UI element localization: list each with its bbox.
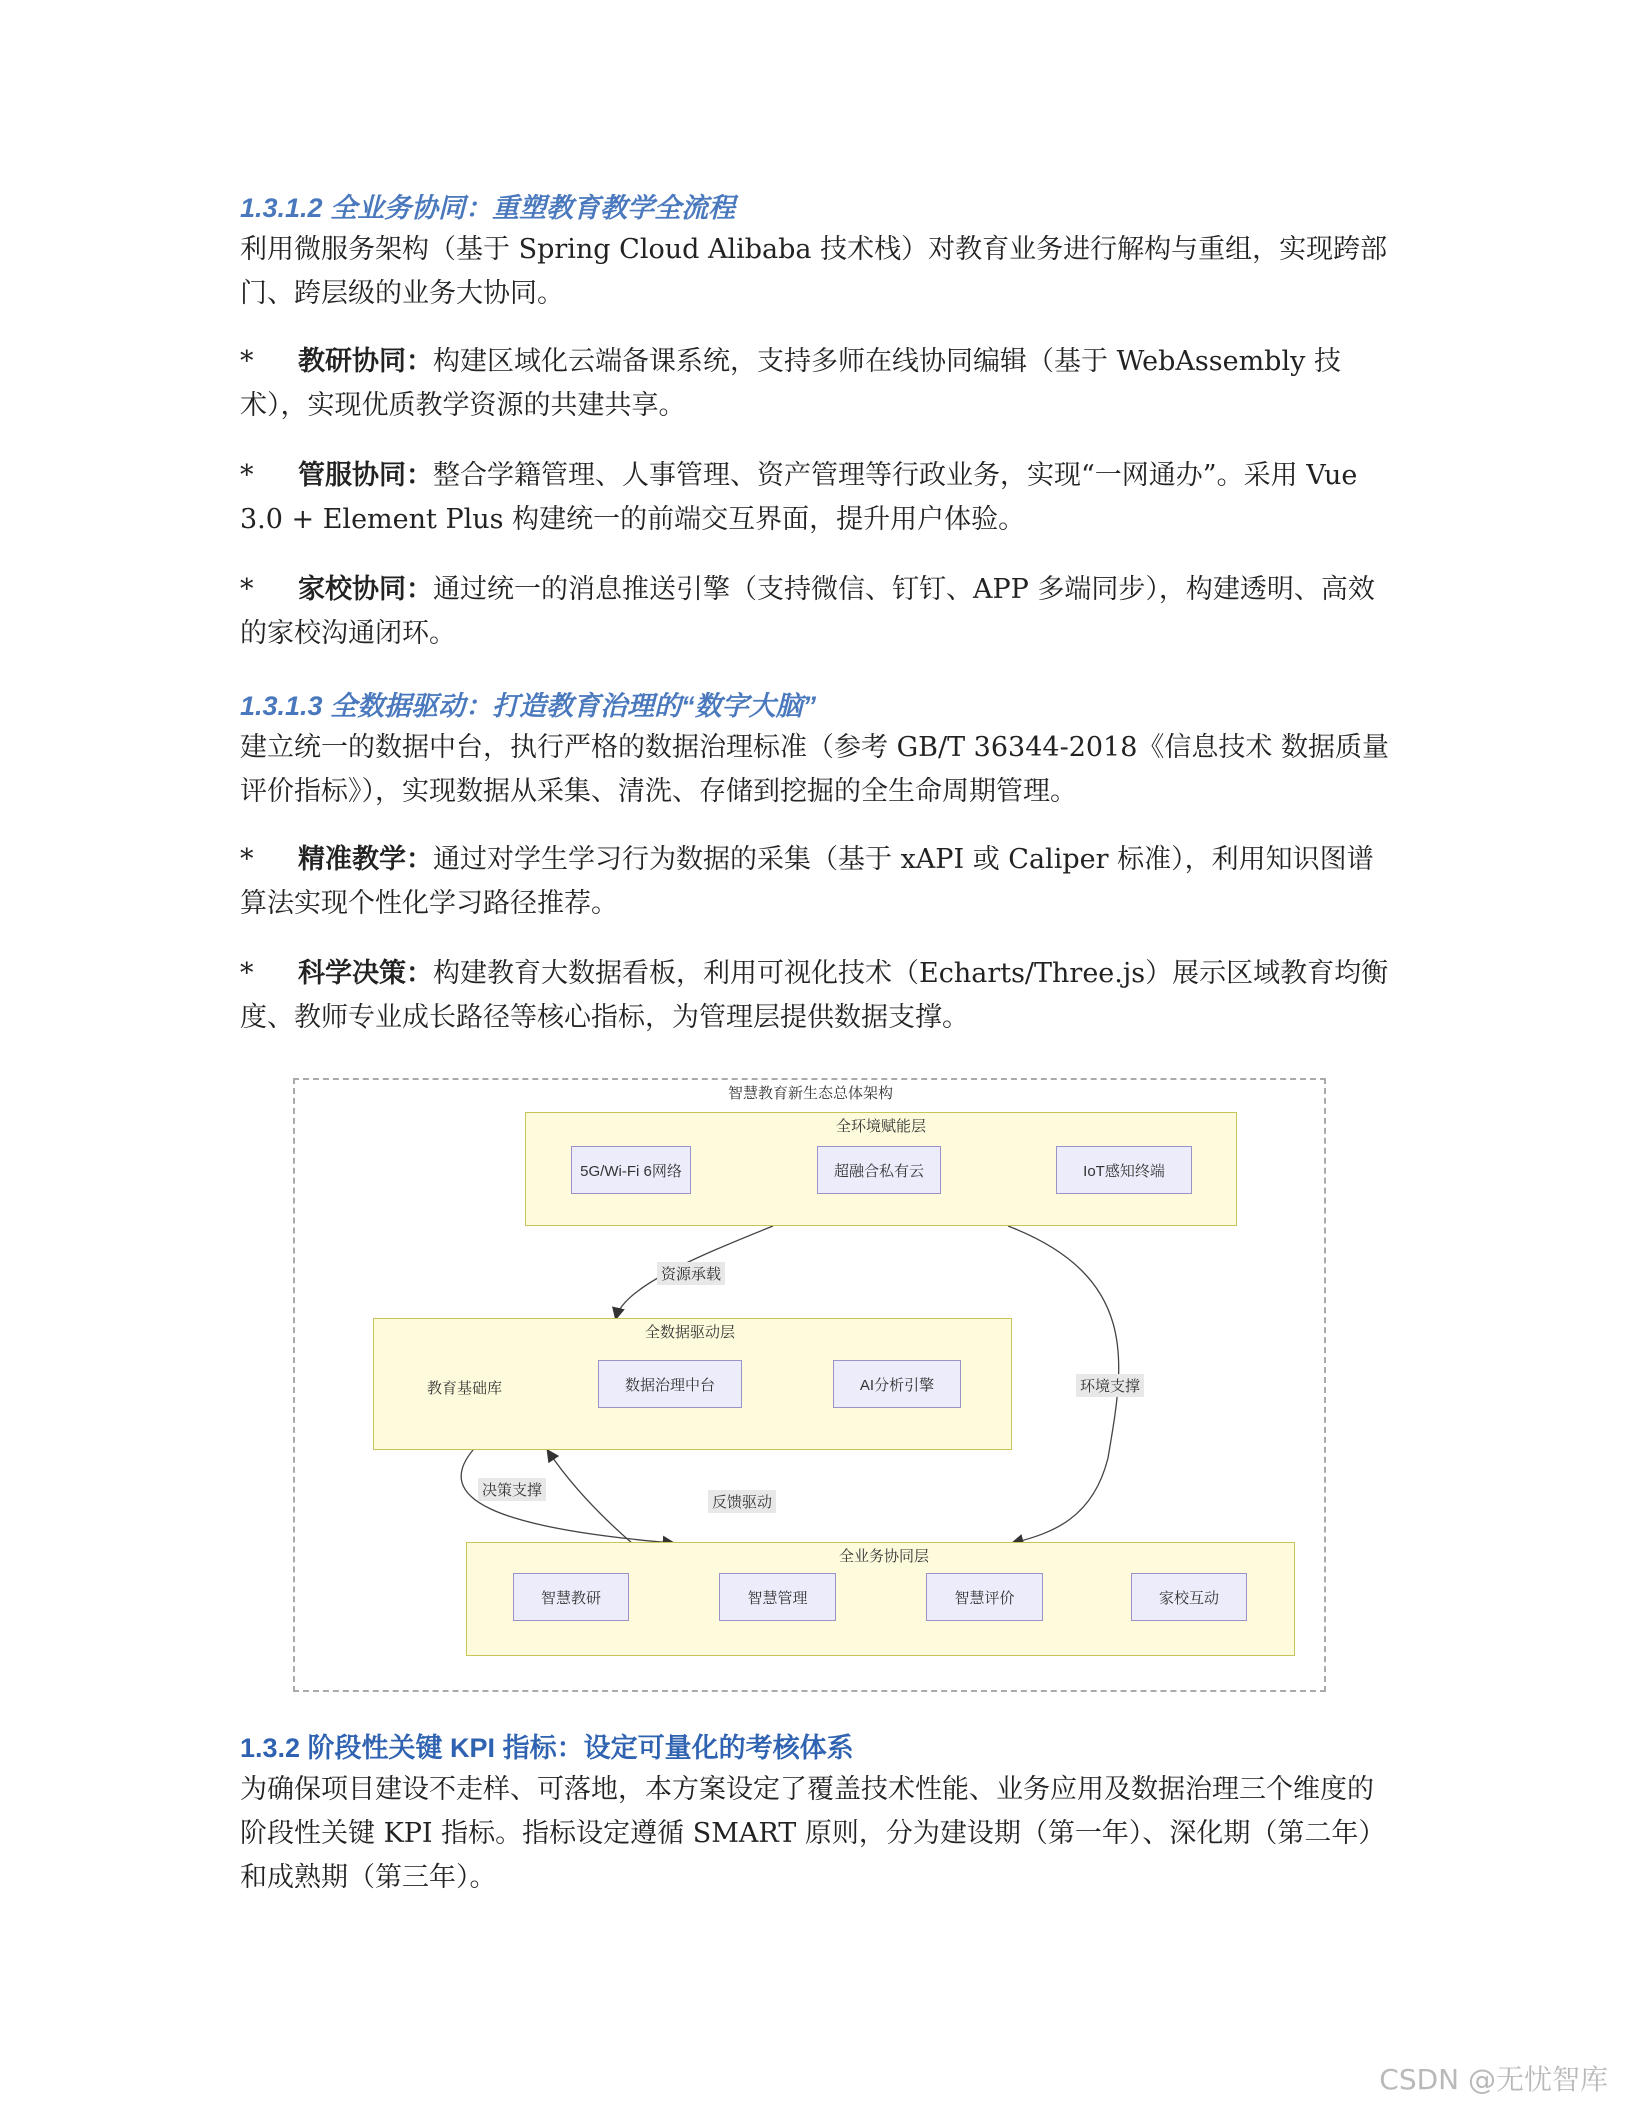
bullet-text: 构建教育大数据看板，利用可视化技术（Echarts/Three.js）展示区域教育均衡度、教师专业成长路径等核心指标，为管理层提供数据支撑。 <box>240 958 1389 1033</box>
bullet-mark: * <box>240 346 254 377</box>
edge-label-feedback: 反馈驱动 <box>708 1490 776 1513</box>
bullet-admin-service <box>240 454 1390 542</box>
bullet-title: 精准教学： <box>298 844 433 875</box>
watermark: CSDN @无忧智库 <box>1379 2063 1608 2096</box>
paragraph-intro: 建立统一的数据中台，执行严格的数据治理标准（参考 GB/T 36344-2018《信息技术 数据质量评价指标》），实现数据从采集、清洗、存储到挖掘的全生命周期管理。 <box>240 732 1389 807</box>
bullet-text: 构建区域化云端备课系统，支持多师在线协同编辑（基于 WebAssembly 技术），实现优质教学资源的共建共享。 <box>240 346 1341 421</box>
layer-env-title: 全环境赋能层 <box>836 1118 927 1135</box>
node-ai-engine: AI分析引擎 <box>833 1360 961 1408</box>
node-smart-research: 智慧教研 <box>513 1573 629 1621</box>
bullet-title: 管服协同： <box>298 460 433 491</box>
node-iot: IoT感知终端 <box>1056 1146 1192 1194</box>
diagram-title: 智慧教育新生态总体架构 <box>728 1085 894 1102</box>
bullet-text: 整合学籍管理、人事管理、资产管理等行政业务，实现“一网通办”。采用 Vue 3.0 + Element Plus 构建统一的前端交互界面，提升用户体验。 <box>240 460 1358 535</box>
bullet-text: 通过对学生学习行为数据的采集（基于 xAPI 或 Caliper 标准），利用知识图谱算法实现个性化学习路径推荐。 <box>240 844 1374 919</box>
heading-kpi: 1.3.2 阶段性关键 KPI 指标：设定可量化的考核体系 <box>240 1733 854 1763</box>
node-home-school: 家校互动 <box>1131 1573 1247 1621</box>
node-network: 5G/Wi-Fi 6网络 <box>571 1146 691 1194</box>
section-business-collab <box>240 188 1390 682</box>
node-database: 教育基础库 <box>427 1380 503 1397</box>
section-data-driven <box>240 686 1390 1066</box>
edge-label-resource: 资源承载 <box>657 1262 725 1285</box>
edge-label-env-support: 环境支撑 <box>1076 1374 1144 1397</box>
bullet-mark: * <box>240 460 254 491</box>
bullet-mark: * <box>240 574 254 605</box>
bullet-home-school <box>240 568 1390 656</box>
layer-biz-title: 全业务协同层 <box>839 1548 930 1565</box>
node-smart-evaluation: 智慧评价 <box>926 1573 1043 1621</box>
bullet-mark: * <box>240 958 254 989</box>
bullet-title: 家校协同： <box>298 574 433 605</box>
node-data-governance: 数据治理中台 <box>598 1360 742 1408</box>
node-smart-management: 智慧管理 <box>719 1573 836 1621</box>
edge-label-decision: 决策支撑 <box>478 1478 546 1501</box>
node-private-cloud: 超融合私有云 <box>817 1146 941 1194</box>
edge-feedback <box>548 1451 633 1544</box>
bullet-text: 通过统一的消息推送引擎（支持微信、钉钉、APP 多端同步），构建透明、高效的家校沟通闭环。 <box>240 574 1375 649</box>
layer-data-title: 全数据驱动层 <box>645 1324 736 1341</box>
bullet-precise-teaching <box>240 838 1390 926</box>
paragraph-intro: 利用微服务架构（基于 Spring Cloud Alibaba 技术栈）对教育业务进行解构与重组，实现跨部门、跨层级的业务大协同。 <box>240 234 1388 309</box>
heading-business-collab: 1.3.1.2 全业务协同：重塑教育教学全流程 <box>240 193 736 223</box>
bullet-title: 科学决策： <box>298 958 433 989</box>
bullet-title: 教研协同： <box>298 346 433 377</box>
paragraph-kpi: 为确保项目建设不走样、可落地，本方案设定了覆盖技术性能、业务应用及数据治理三个维度的阶段性关键 KPI 指标。指标设定遵循 SMART 原则，分为建设期（第一年）、深化期（第二年）和成熟期（第三年）。 <box>240 1774 1386 1893</box>
heading-data-driven: 1.3.1.3 全数据驱动：打造教育治理的“数字大脑” <box>240 691 817 721</box>
architecture-diagram <box>293 1078 1328 1694</box>
section-kpi <box>240 1728 1390 1924</box>
bullet-mark: * <box>240 844 254 875</box>
bullet-scientific-decision <box>240 952 1390 1040</box>
bullet-teaching-research <box>240 340 1390 428</box>
